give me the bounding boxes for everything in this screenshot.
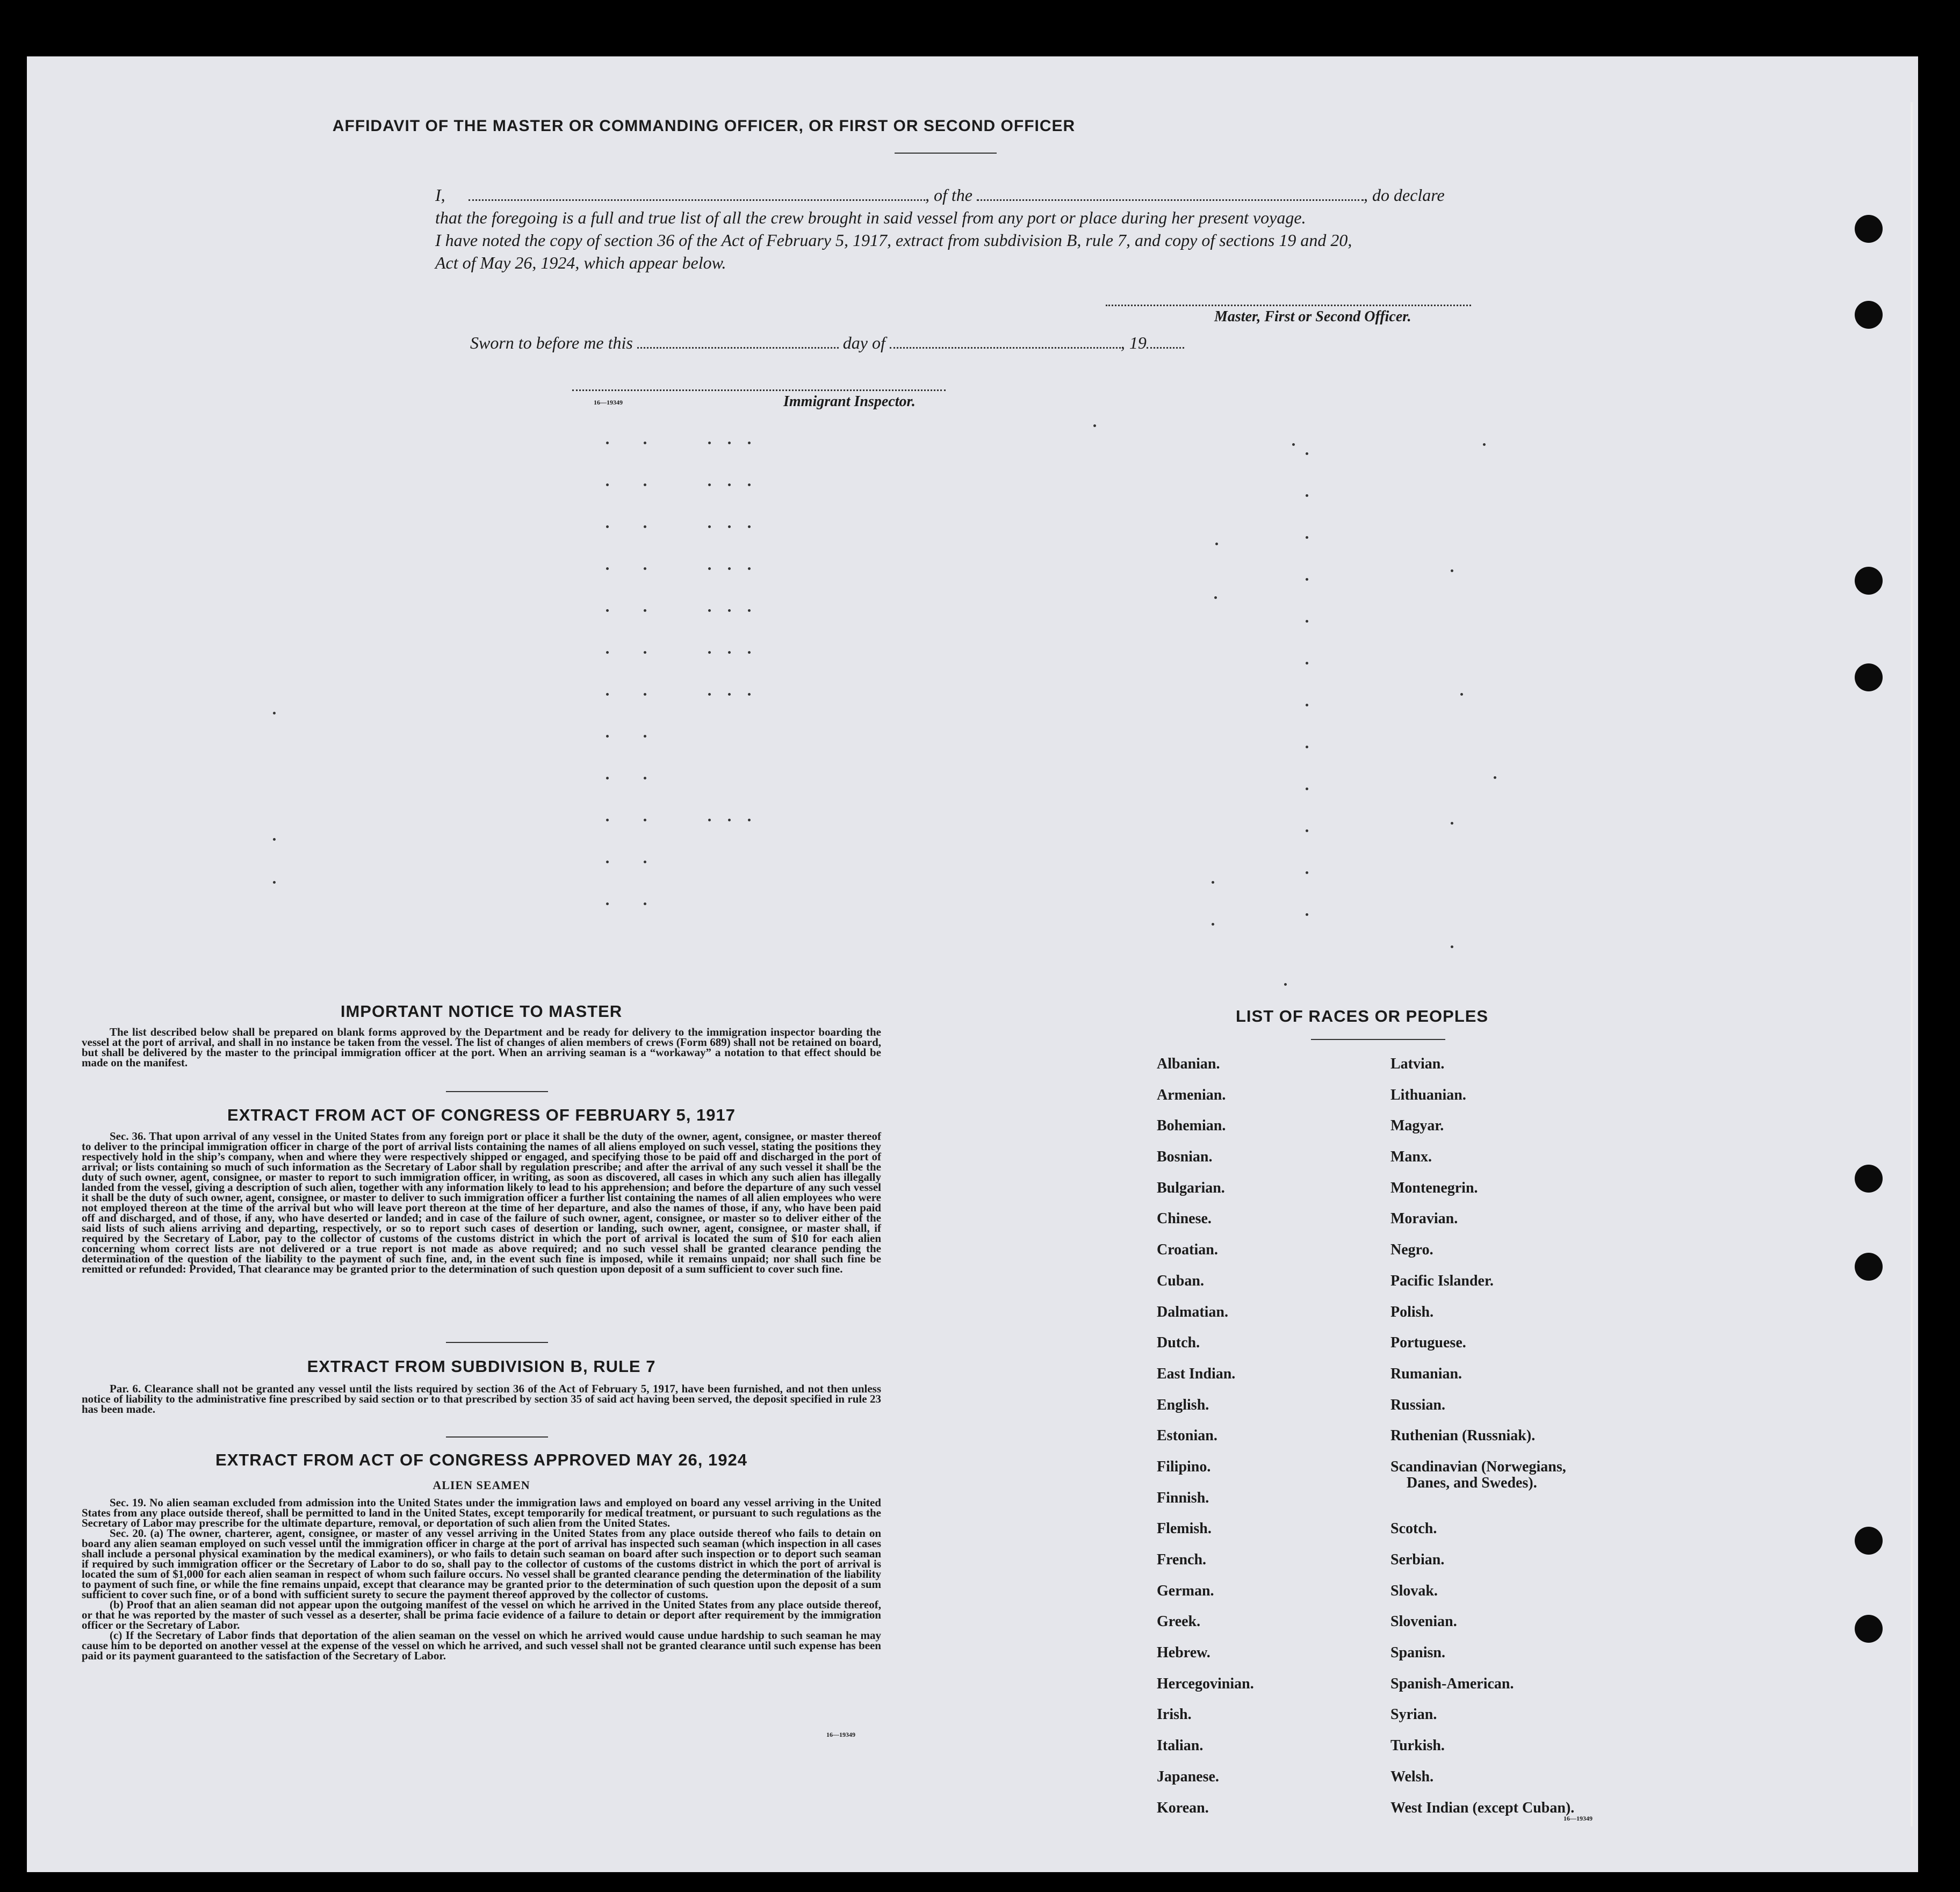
speck xyxy=(748,483,751,486)
sworn-month-field[interactable] xyxy=(890,347,1121,349)
race-item: Welsh. xyxy=(1390,1768,1434,1785)
race-item: Negro. xyxy=(1390,1241,1433,1259)
speck xyxy=(606,819,609,821)
speck xyxy=(1306,620,1308,623)
race-item: Portuguese. xyxy=(1390,1334,1466,1352)
extract-1917-title: EXTRACT FROM ACT OF CONGRESS OF FEBRUARY 5, 1917 xyxy=(227,1106,736,1124)
race-item: Bosnian. xyxy=(1157,1149,1213,1166)
year-label: , 19 xyxy=(1120,333,1147,352)
punch-hole xyxy=(1855,1165,1883,1193)
race-item: Filipino. xyxy=(1157,1458,1211,1475)
speck xyxy=(1306,829,1308,832)
race-item: Croatian. xyxy=(1157,1241,1218,1259)
races-right-column xyxy=(1390,1053,1574,1828)
affidavit-title: AFFIDAVIT OF THE MASTER OR COMMANDING OFFICER, OR FIRST OR SECOND OFFICER xyxy=(332,117,1076,135)
speck xyxy=(728,609,731,612)
inspector-signature-line[interactable] xyxy=(572,389,946,391)
extract-1924-text xyxy=(82,1498,881,1661)
race-item: Flemish. xyxy=(1157,1520,1212,1537)
punch-hole xyxy=(1855,301,1883,329)
speck xyxy=(606,651,609,654)
speck xyxy=(1212,881,1214,884)
speck xyxy=(728,483,731,486)
race-item: Korean. xyxy=(1157,1799,1209,1816)
speck xyxy=(1306,452,1308,455)
of-the-label: , of the xyxy=(925,185,972,205)
speck xyxy=(748,609,751,612)
speck xyxy=(606,567,609,570)
sworn-label: Sworn to before me this xyxy=(470,333,633,352)
speck xyxy=(606,861,609,863)
race-item: Rumanian. xyxy=(1390,1365,1462,1382)
races-title: LIST OF RACES OR PEOPLES xyxy=(1236,1007,1489,1026)
speck xyxy=(1284,983,1287,986)
speck xyxy=(1215,543,1218,545)
race-item: West Indian (except Cuban). xyxy=(1390,1799,1575,1816)
speck xyxy=(1494,776,1496,779)
race-item: Latvian. xyxy=(1390,1056,1445,1072)
speck xyxy=(644,567,646,570)
speck xyxy=(1306,788,1308,790)
speck xyxy=(273,838,276,841)
speck xyxy=(708,442,711,444)
speck xyxy=(644,735,646,738)
speck xyxy=(728,442,731,444)
races-title-underline xyxy=(1311,1039,1445,1040)
speck xyxy=(1212,923,1214,926)
speck xyxy=(1460,693,1463,696)
race-item: French. xyxy=(1157,1551,1207,1568)
section-divider xyxy=(446,1091,548,1092)
race-item: Russian. xyxy=(1390,1396,1445,1413)
declarant-label: I, xyxy=(435,185,445,205)
race-item: Scotch. xyxy=(1390,1520,1437,1537)
speck xyxy=(1306,662,1308,665)
speck xyxy=(708,693,711,696)
speck xyxy=(728,693,731,696)
speck xyxy=(273,881,276,884)
section-divider xyxy=(446,1436,548,1438)
speck xyxy=(728,525,731,528)
race-item: Magyar. xyxy=(1390,1117,1444,1135)
extract-1924-title: EXTRACT FROM ACT OF CONGRESS APPROVED MAY 26, 1924 xyxy=(215,1450,747,1469)
alien-seamen-subtitle: ALIEN SEAMEN xyxy=(433,1478,530,1492)
race-item: Turkish. xyxy=(1390,1737,1445,1754)
speck xyxy=(1306,704,1308,706)
race-item-continuation: Danes, and Swedes). xyxy=(1407,1474,1537,1491)
speck xyxy=(1214,596,1217,599)
vessel-name-field[interactable] xyxy=(977,199,1364,201)
race-item: Albanian. xyxy=(1157,1056,1220,1072)
affidavit-declaration xyxy=(435,184,1510,274)
declaration-line-3: I have noted the copy of section 36 of the Act of February 5, 1917, extract from subdivision B, rule 7, and copy of sections 19 and 20, xyxy=(435,230,1352,250)
page-edge xyxy=(1911,102,1913,1826)
speck xyxy=(644,651,646,654)
speck xyxy=(644,609,646,612)
speck xyxy=(606,735,609,738)
speck xyxy=(708,483,711,486)
race-item: Syrian. xyxy=(1390,1706,1437,1723)
declarant-name-field[interactable] xyxy=(469,199,925,201)
speck xyxy=(748,442,751,444)
race-item: Dutch. xyxy=(1157,1334,1200,1352)
speck xyxy=(708,609,711,612)
race-item: Bulgarian. xyxy=(1157,1179,1225,1196)
speck xyxy=(644,861,646,863)
speck xyxy=(728,651,731,654)
speck xyxy=(708,567,711,570)
race-item: Montenegrin. xyxy=(1390,1179,1478,1196)
speck xyxy=(748,651,751,654)
speck xyxy=(1451,945,1453,948)
speck xyxy=(708,819,711,821)
speck xyxy=(748,819,751,821)
speck xyxy=(606,609,609,612)
day-of-label: day of xyxy=(842,333,885,352)
speck xyxy=(273,712,276,714)
speck xyxy=(644,525,646,528)
sworn-line xyxy=(470,331,1184,354)
speck xyxy=(644,902,646,905)
sec-20a-paragraph: Sec. 20. (a) The owner, charterer, agent, consignee, or master of any vessel arriving in the United States from any place outside thereof who fails to detain on board any alien seaman employed on such vessel until the immigration officer in charge at the port of arrival has inspected such seaman (which inspection in all cases shall include a personal physical examination by the medical examiners), or who fails to detain such seaman on board after such inspection or to deport such seaman if required by such immigration officer or the Secretary of Labor to do so, shall pay to the collector of customs of the customs district in which the port of arrival is located the sum of $1,000 for each alien seaman in respect of whom such failure occurs. No vessel shall be granted clearance pending the determination of the liability to payment of such fine, or while the fine remains unpaid, except that clearance may be granted prior to the determination of such question upon the deposit of a sum sufficient to cover such fine, or of a bond with sufficient surety to secure the payment thereof approved by the collector of customs. xyxy=(82,1527,881,1601)
race-item: Chinese. xyxy=(1157,1210,1212,1227)
race-item: Cuban. xyxy=(1157,1272,1204,1289)
speck xyxy=(1306,746,1308,748)
punch-hole xyxy=(1855,567,1883,595)
section-divider xyxy=(446,1342,548,1343)
race-item: Spanisn. xyxy=(1390,1644,1445,1662)
speck xyxy=(1093,424,1096,427)
punch-hole xyxy=(1855,1615,1883,1643)
race-item: Slovenian. xyxy=(1390,1613,1457,1630)
race-item: Polish. xyxy=(1390,1303,1434,1320)
speck xyxy=(644,442,646,444)
speck xyxy=(606,693,609,696)
speck xyxy=(1306,578,1308,581)
race-item: Moravian. xyxy=(1390,1210,1458,1227)
inspector-label: Immigrant Inspector. xyxy=(783,393,916,410)
notice-paragraph: The list described below shall be prepared on blank forms approved by the Department and be ready for delivery to the immigration inspector boarding the vessel at the port of arrival, and shall in no instance be taken from the vessel. The list of changes of alien members of crews (Form 689) shall not be retained on board, but shall be delivered by the master to the principal immigration officer at the port. When an arriving seaman is a “workaway” a notation to that effect should be made on the manifest. xyxy=(82,1026,881,1069)
race-item: Manx. xyxy=(1390,1149,1432,1166)
declaration-line-1 xyxy=(435,184,1510,206)
race-item: Greek. xyxy=(1157,1613,1201,1630)
speck xyxy=(748,567,751,570)
rule-7-title: EXTRACT FROM SUBDIVISION B, RULE 7 xyxy=(307,1357,656,1376)
par-6-paragraph: Par. 6. Clearance shall not be granted any vessel until the lists required by section 36 of the Act of February 5, 1917, have been furnished, and not then unless notice of liability to the administrative fine prescribed by said section or to that prescribed by section 35 of said act having been served, the deposit specified in rule 23 has been made. xyxy=(82,1382,881,1416)
race-item: Bohemian. xyxy=(1157,1117,1226,1135)
speck xyxy=(644,777,646,779)
sec-36-paragraph: Sec. 36. That upon arrival of any vessel in the United States from any foreign port or place it shall be the duty of the owner, agent, consignee, or master thereof to deliver to the principal immigration officer in charge of the port of arrival lists containing the names of all aliens employed on such vessel, stating the positions they respectively hold in the ship’s company, when and where they were respectively shipped or engaged, and specifying those to be paid off and discharged in the port of arrival; or lists containing so much of such information as the Secretary of Labor shall by regulation prescribe; and after the arrival of any such vessel it shall be the duty of such owner, agent, consignee, or master to report to such immigration officer, in writing, as soon as discovered, all cases in which any such alien has illegally landed from the vessel, giving a description of such alien, together with any information likely to lead to his apprehension; and before the departure of any such vessel it shall be the duty of such owner, agent, consignee, or master to deliver to such immigration officer a further list containing the names of all alien employees who were not employed thereon at the time of the arrival but who will leave port thereon at the time of her departure, and also the names of those, if any, who have been paid off and discharged, and of those, if any, who have deserted or landed; and in case of the failure of such owner, agent, consignee, or master so to deliver either of the said lists of such aliens arriving and departing, respectively, or so to report such cases of desertion or landing, such owner, agent, consignee, or master shall, if required by the Secretary of Labor, pay to the collector of customs of the customs district in which the port of arrival is located the sum of $10 for each alien concerning whom correct lists are not delivered or a true report is not made as above required; and no such vessel shall be granted clearance pending the determination of the question of the liability to the payment of such fine, and, in the event such fine is imposed, while it remains unpaid; nor shall such fine be remitted or refunded: Provided, That clearance may be granted prior to the determination of such question upon deposit of a sum sufficient to cover such fine. xyxy=(82,1130,881,1275)
speck xyxy=(606,442,609,444)
sec-19-paragraph: Sec. 19. No alien seaman excluded from admission into the United States under the immigration laws and employed on board any vessel arriving in the United States from any place outside thereof, shall be permitted to land in the United States, except temporarily for medical treatment, or pursuant to such regulations as the Secretary of Labor may prescribe for the ultimate departure, removal, or deportation of such alien from the United States. xyxy=(82,1496,881,1529)
race-item: Ruthenian (Russniak). xyxy=(1390,1427,1536,1445)
form-number: 16—19349 xyxy=(594,399,623,406)
declaration-line-2: that the foregoing is a full and true list of all the crew brought in said vessel from any port or place during her present voyage. xyxy=(435,208,1306,227)
rule-7-text xyxy=(82,1384,881,1414)
race-item: Serbian. xyxy=(1390,1551,1445,1569)
notice-text xyxy=(82,1027,881,1068)
race-item: Finnish. xyxy=(1157,1489,1209,1506)
speck xyxy=(606,777,609,779)
speck xyxy=(1306,536,1308,539)
punch-hole xyxy=(1855,215,1883,243)
speck xyxy=(644,693,646,696)
notice-title: IMPORTANT NOTICE TO MASTER xyxy=(340,1002,623,1021)
sec-20c-paragraph: (c) If the Secretary of Labor finds that deportation of the alien seaman on the vessel on which he arrived would cause undue hardship to such seaman he may cause him to be deported on another vessel at the expense of the vessel on which he arrived, and such vessel shall not be granted clearance until such expense has been paid or its payment guaranteed to the satisfaction of the Secretary of Labor. xyxy=(82,1629,881,1662)
race-item: Armenian. xyxy=(1157,1086,1226,1103)
speck xyxy=(1451,569,1453,572)
speck xyxy=(606,525,609,528)
speck xyxy=(1306,871,1308,874)
race-item: Irish. xyxy=(1157,1706,1192,1723)
race-item: Estonian. xyxy=(1157,1427,1217,1445)
punch-hole xyxy=(1855,1253,1883,1281)
speck xyxy=(644,819,646,821)
race-item: Japanese. xyxy=(1157,1768,1219,1785)
speck xyxy=(1451,822,1453,825)
speck xyxy=(708,525,711,528)
do-declare-label: , do declare xyxy=(1363,185,1445,205)
title-underline xyxy=(895,153,997,154)
race-item: Pacific Islander. xyxy=(1390,1272,1494,1289)
speck xyxy=(728,819,731,821)
punch-hole xyxy=(1855,1527,1883,1555)
race-item: Dalmatian. xyxy=(1157,1303,1228,1320)
signature-label: Master, First or Second Officer. xyxy=(1214,308,1411,325)
speck xyxy=(1483,443,1486,446)
extract-1917-text xyxy=(82,1131,881,1274)
speck xyxy=(748,525,751,528)
race-item: German. xyxy=(1157,1582,1214,1599)
speck xyxy=(708,651,711,654)
sec-20b-paragraph: (b) Proof that an alien seaman did not appear upon the outgoing manifest of the vessel on which he arrived in the United States from any place outside thereof, or that he was reported by the master of such vessel as a deserter, shall be prima facie evidence of a failure to detain or deport after requirement by the immigration officer or the Secretary of Labor. xyxy=(82,1598,881,1631)
speck xyxy=(1306,494,1308,497)
declaration-line-4: Act of May 26, 1924, which appear below. xyxy=(435,253,726,272)
speck xyxy=(644,483,646,486)
race-item: Lithuanian. xyxy=(1390,1086,1466,1103)
sworn-day-field[interactable] xyxy=(637,347,839,349)
speck xyxy=(606,483,609,486)
race-item: Scandinavian (Norwegians, Danes, and Swedes). xyxy=(1390,1456,1574,1518)
form-number: 16—19349 xyxy=(1563,1815,1592,1822)
signature-line[interactable] xyxy=(1106,305,1471,306)
races-left-column xyxy=(1157,1053,1254,1828)
race-item: East Indian. xyxy=(1157,1365,1236,1382)
sworn-year-field[interactable] xyxy=(1147,347,1184,349)
form-number: 16—19349 xyxy=(826,1731,855,1738)
race-item: Italian. xyxy=(1157,1737,1204,1754)
race-item: English. xyxy=(1157,1396,1209,1413)
speck xyxy=(1306,913,1308,916)
speck xyxy=(728,567,731,570)
race-item: Hebrew. xyxy=(1157,1644,1210,1662)
punch-hole xyxy=(1855,663,1883,691)
race-item: Hercegovinian. xyxy=(1157,1675,1254,1692)
race-item: Slovak. xyxy=(1390,1582,1438,1599)
speck xyxy=(1292,443,1295,446)
speck xyxy=(748,693,751,696)
race-item: Spanish-American. xyxy=(1390,1675,1514,1692)
speck xyxy=(606,902,609,905)
